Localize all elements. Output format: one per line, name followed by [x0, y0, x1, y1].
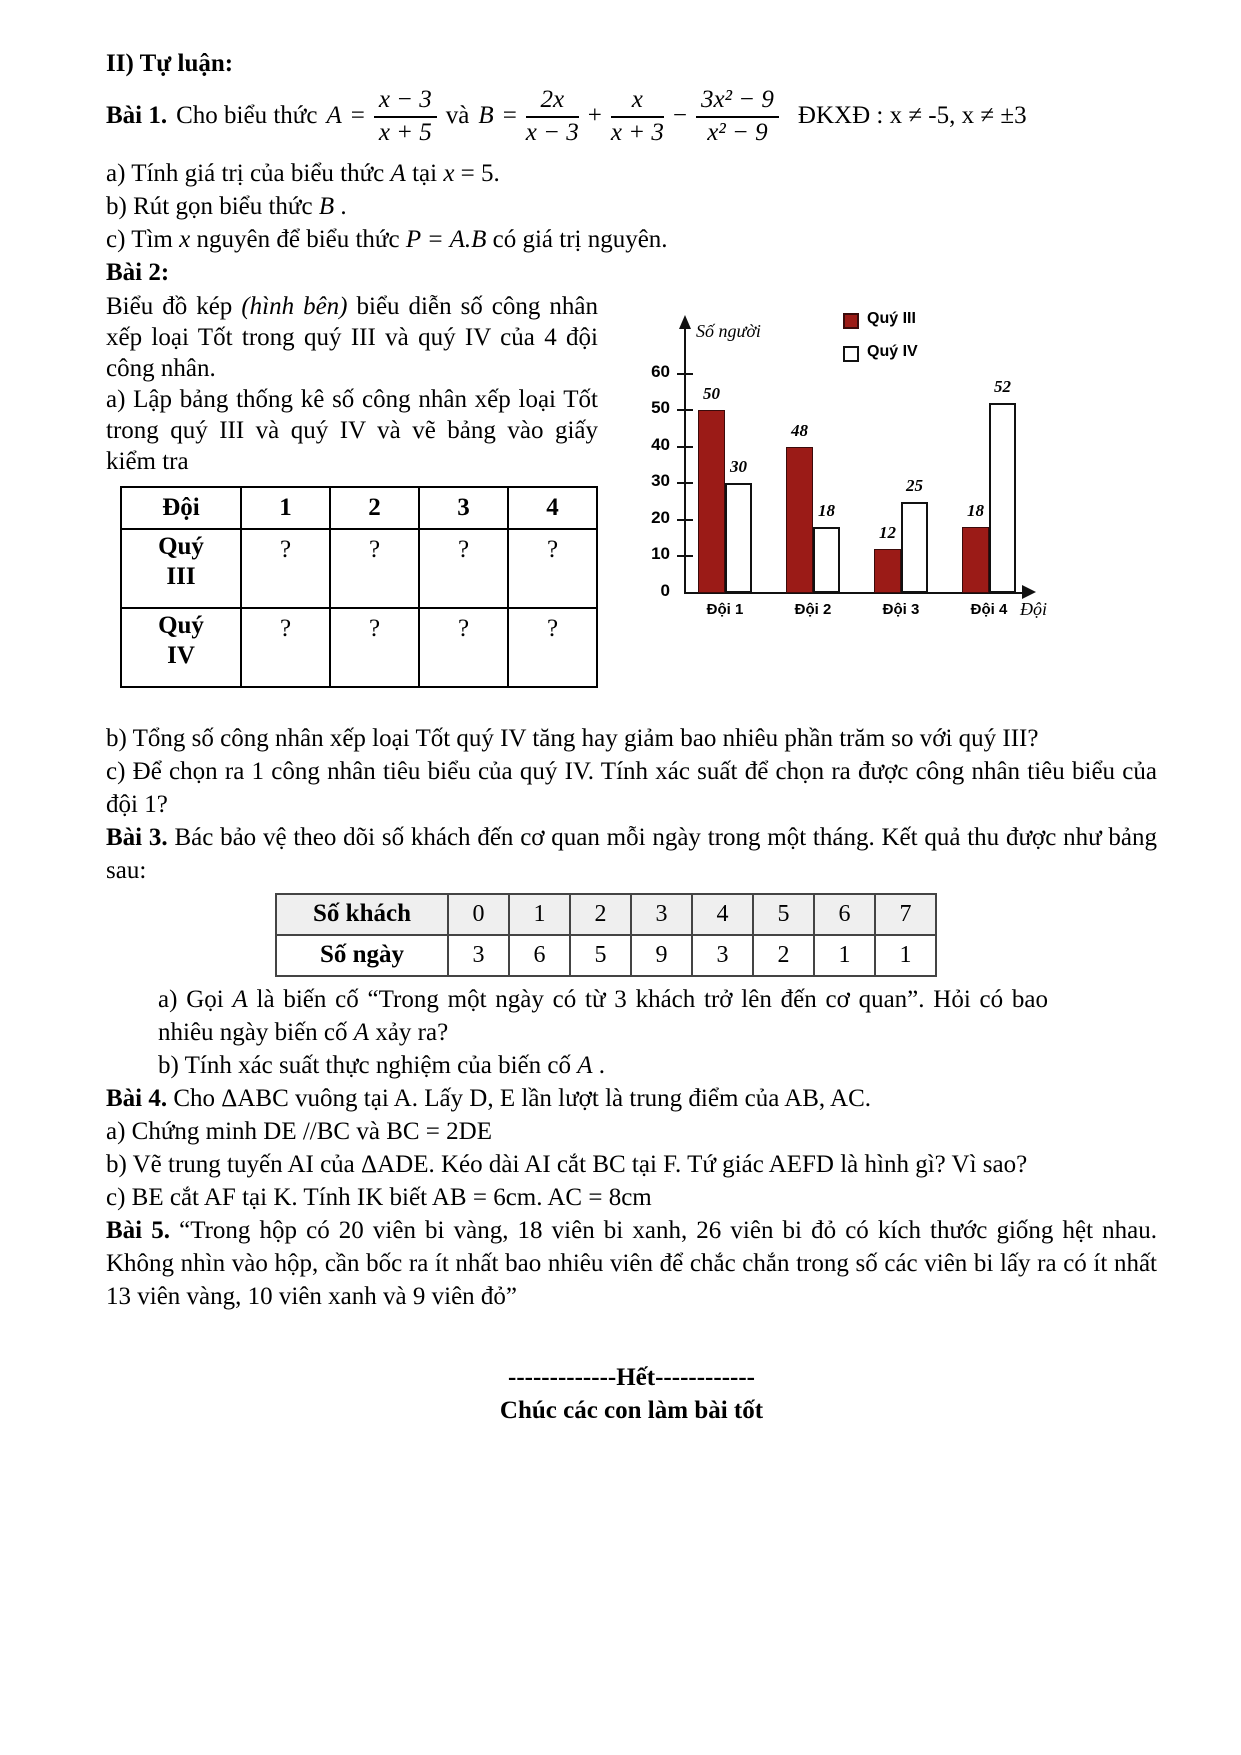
legend-swatch	[843, 346, 859, 362]
table-cell: 6	[814, 894, 875, 935]
table-header-cell: 2	[330, 487, 419, 529]
bar-chart	[628, 301, 1048, 635]
y-tick	[677, 482, 693, 484]
fraction-denominator: x + 5	[378, 119, 432, 147]
fraction-numerator: 3x² − 9	[696, 86, 779, 118]
text-run: = 5.	[460, 159, 500, 187]
legend-swatch	[843, 313, 859, 329]
y-tick-label: 30	[651, 471, 670, 490]
text-run: “Trong hộp có 20 viên bi vàng, 18 viên bi xanh, 26 viên bi đỏ có kích thước giống hệt nhau. Không nhìn vào hộp, cần bốc ra ít nhất bao nhiêu viên để chắc chắn trong số các viên bi lấy ra có ít nhất 13 viên vàng, 10 viên xanh và 9 viên đỏ”	[106, 1216, 1158, 1310]
row-label: Số ngày	[276, 935, 448, 976]
bai3-item-b	[158, 1049, 1157, 1082]
fraction-B1	[526, 86, 579, 147]
bar-value-label: 52	[994, 376, 1011, 396]
bai2-table	[120, 486, 598, 688]
text-run-italic: (hình bên)	[241, 292, 348, 320]
fraction-denominator: x + 3	[610, 119, 664, 147]
plus-sign: +	[587, 102, 602, 130]
y-tick-label: 20	[651, 507, 670, 527]
table-cell: 0	[448, 894, 509, 935]
bar-value-label: 25	[906, 475, 923, 495]
row-label: Quý IV	[121, 608, 241, 687]
text-run: nguyên để biểu thức	[196, 225, 400, 253]
category-label: Đội 4	[970, 600, 1008, 618]
wish-line: Chúc các con làm bài tốt	[499, 1396, 764, 1424]
y-tick-label: 10	[651, 544, 670, 563]
y-tick	[677, 446, 693, 448]
bai3-label: Bài 3.	[106, 823, 168, 851]
y-tick-label: 50	[651, 398, 670, 417]
table-header-row	[276, 894, 936, 935]
bai5-label: Bài 5.	[106, 1216, 170, 1244]
bai1-label: Bài 1.	[106, 102, 168, 130]
bai2-item-c: c) Để chọn ra 1 công nhân tiêu biểu của quý IV. Tính xác suất để chọn ra được công nhân tiêu biểu của đội 1?	[106, 757, 1157, 818]
y-tick-label: 40	[651, 434, 670, 454]
legend-label: Quý III	[867, 309, 916, 327]
text-run: a) Gọi	[158, 985, 224, 1013]
bai4-intro	[106, 1082, 1157, 1115]
fraction-A	[374, 86, 437, 147]
text-run: Cho ΔABC vuông tại A. Lấy D, E lần lượt là trung điểm của AB, AC.	[173, 1084, 872, 1112]
equals-sign: =	[502, 102, 517, 130]
table-cell: ?	[508, 529, 597, 608]
var-A: A	[353, 1018, 370, 1046]
var-B: B	[318, 192, 335, 220]
bar	[901, 502, 928, 593]
bar-value-label: 18	[818, 500, 835, 520]
bai2-item-a: a) Lập bảng thống kê số công nhân xếp loại Tốt trong quý III và quý IV và vẽ bảng vào giấy kiểm tra	[106, 385, 598, 475]
var-B: B	[478, 102, 494, 130]
table-cell: 2	[753, 935, 814, 976]
y-tick	[677, 373, 693, 375]
bai2-intro	[106, 291, 598, 384]
bai2-region	[106, 291, 1157, 688]
table-cell: 9	[631, 935, 692, 976]
bar-value-label: 48	[791, 420, 808, 440]
bar	[962, 527, 989, 593]
table-header-cell: 3	[419, 487, 508, 529]
text-run: Biểu đồ kép	[106, 292, 233, 320]
bar	[698, 410, 725, 593]
bai4-label: Bài 4.	[106, 1084, 168, 1112]
table-row	[121, 608, 597, 687]
fraction-numerator: x − 3	[374, 86, 437, 118]
var-A: A	[232, 985, 248, 1013]
bar	[813, 527, 840, 593]
var-A: A	[326, 102, 342, 130]
equals-sign: =	[350, 102, 365, 130]
var-x: x	[179, 225, 191, 253]
bar	[725, 483, 752, 593]
table-cell: 5	[570, 935, 631, 976]
text-run: b) Tính xác suất thực nghiệm của biến cố	[158, 1051, 571, 1079]
table-header-cell: 4	[508, 487, 597, 529]
bar-value-label: 50	[703, 383, 720, 403]
category-label: Đội 1	[706, 600, 744, 618]
bar-value-label: 12	[879, 522, 896, 542]
x-axis-arrow-icon	[1022, 585, 1036, 599]
page-content	[106, 50, 1157, 1427]
y-tick	[677, 555, 693, 557]
text-run: có giá trị nguyên.	[492, 225, 668, 253]
table-row	[121, 529, 597, 608]
table-cell: 2	[570, 894, 631, 935]
bar	[989, 403, 1016, 593]
table-cell: 1	[814, 935, 875, 976]
table-cell: 1	[509, 894, 570, 935]
table-cell: 4	[692, 894, 753, 935]
var-A: A	[390, 159, 406, 187]
page-footer	[106, 1361, 1157, 1427]
y-tick-label: 0	[660, 580, 670, 600]
table-header-cell: Đội	[121, 487, 241, 529]
bai1-problem-line	[106, 86, 1157, 147]
y-tick-label: 60	[651, 361, 670, 381]
text-run: c) Tìm	[106, 225, 173, 253]
table-cell: ?	[330, 608, 419, 687]
table-cell: 3	[448, 935, 509, 976]
bai4-item-a: a) Chứng minh DE //BC và BC = 2DE	[106, 1117, 492, 1145]
bai5-text	[106, 1214, 1157, 1313]
var-x: x	[443, 159, 455, 187]
table-cell: 3	[692, 935, 753, 976]
fraction-numerator: x	[611, 86, 664, 118]
bai1-item-b	[106, 190, 1157, 223]
y-tick	[677, 519, 693, 521]
fraction-numerator: 2x	[526, 86, 579, 118]
text-run: b) Rút gọn biểu thức	[106, 192, 313, 220]
fraction-denominator: x² − 9	[707, 119, 768, 147]
y-axis-title: Số người	[696, 320, 761, 341]
fraction-B2	[611, 86, 664, 147]
table-cell: ?	[241, 529, 330, 608]
category-label: Đội 2	[794, 600, 832, 618]
legend-label: Quý IV	[867, 342, 918, 360]
bai1-item-a	[106, 157, 1157, 190]
text-run: Bác bảo vệ theo dõi số khách đến cơ quan mỗi ngày trong một tháng. Kết quả thu được như bảng sau:	[106, 823, 1158, 884]
table-cell: ?	[330, 529, 419, 608]
table-cell: ?	[508, 608, 597, 687]
x-axis-title: Đội	[1020, 598, 1047, 619]
text-run: .	[598, 1051, 605, 1079]
y-tick	[677, 409, 693, 411]
bai3-intro	[106, 821, 1157, 887]
het-line: -------------Hết------------	[508, 1363, 755, 1391]
text-run: là biến cố “Trong một ngày có từ 3 khách trở lên đến cơ quan”. Hỏi có bao nhiêu ngày biến cố	[158, 985, 1049, 1046]
text-run: a) Tính giá trị của biểu thức	[106, 159, 385, 187]
bai2-item-b: b) Tổng số công nhân xếp loại Tốt quý IV tăng hay giảm bao nhiêu phần trăm so với quý III?	[106, 724, 1039, 752]
text-run: xảy ra?	[375, 1018, 449, 1046]
table-header-row	[121, 487, 597, 529]
category-label: Đội 3	[882, 600, 920, 618]
bai2-label: Bài 2:	[106, 258, 170, 286]
fraction-denominator: x − 3	[525, 119, 579, 147]
expr-P-AB: P = A.B	[405, 225, 487, 253]
table-header-cell: 1	[241, 487, 330, 529]
row-label: Quý III	[121, 529, 241, 608]
bai1-intro: Cho biểu thức	[176, 102, 318, 130]
table-cell: ?	[419, 529, 508, 608]
text-run: biểu diễn số công nhân xếp loại Tốt trong quý III và quý IV của 4 đội công nhân.	[106, 292, 598, 382]
text-run: tại	[412, 159, 438, 187]
fraction-B3	[696, 86, 779, 147]
bar-value-label: 18	[967, 500, 984, 520]
bai3-item-a	[158, 983, 1048, 1049]
y-axis-arrow-icon	[679, 315, 691, 329]
bai1-condition: ĐKXĐ : x ≠ -5, x ≠ ±3	[797, 102, 1027, 130]
text-run: .	[340, 192, 347, 220]
table-cell: 3	[631, 894, 692, 935]
table-cell: ?	[419, 608, 508, 687]
table-row	[276, 935, 936, 976]
bai4-item-b: b) Vẽ trung tuyến AI của ΔADE. Kéo dài AI cắt BC tại F. Tứ giác AEFD là hình gì? Vì sao?	[106, 1150, 1028, 1178]
bar-value-label: 30	[730, 456, 747, 476]
table-cell: 7	[875, 894, 936, 935]
bai4-item-c: c) BE cắt AF tại K. Tính IK biết AB = 6cm. AC = 8cm	[106, 1183, 652, 1211]
bar	[874, 549, 901, 593]
table-cell: ?	[241, 608, 330, 687]
bai1-item-c	[106, 223, 1157, 256]
minus-sign: −	[672, 102, 687, 130]
table-cell: 1	[875, 935, 936, 976]
row-label: Số khách	[276, 894, 448, 935]
bai3-table	[275, 893, 937, 977]
table-cell: 5	[753, 894, 814, 935]
table-cell: 6	[509, 935, 570, 976]
section-title: II) Tự luận:	[106, 50, 234, 77]
y-axis-line	[684, 329, 686, 593]
var-A: A	[577, 1051, 593, 1079]
bai2-left-column	[106, 291, 598, 688]
conjunction-and: và	[445, 102, 470, 130]
